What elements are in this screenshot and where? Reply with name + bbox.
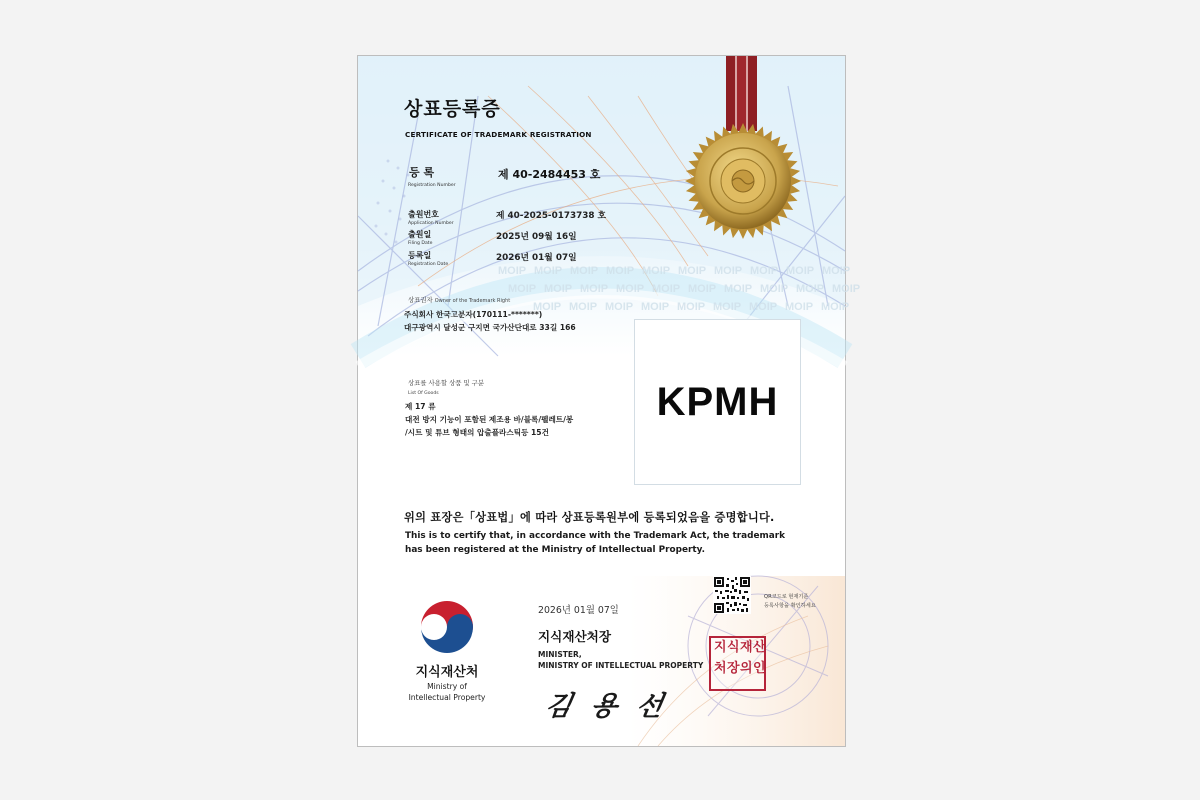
watermark-text: MOIP <box>642 265 671 277</box>
agency-name-en-2: Intellectual Property <box>408 693 486 702</box>
issue-date: 2026년 01월 07일 <box>538 605 619 616</box>
owner-label-en: Owner of the Trademark Right <box>434 298 511 304</box>
registration-date-sublabel: Registration Date <box>408 262 449 267</box>
watermark-text: MOIP <box>750 265 779 277</box>
application-number: 제 40-2025-0173738 호 <box>496 211 606 221</box>
certificate <box>357 55 861 747</box>
watermark-text: MOIP <box>822 265 851 277</box>
watermark-text: MOIP <box>724 283 753 295</box>
registration-date-label: 등록일 <box>408 251 432 260</box>
certificate-title-en: CERTIFICATE OF TRADEMARK REGISTRATION <box>405 130 592 139</box>
watermark-text: MOIP <box>749 301 778 313</box>
watermark-text: MOIP <box>533 301 562 313</box>
stamp-char: 처 <box>714 661 727 676</box>
watermark-text: MOIP <box>652 283 681 295</box>
watermark-text: MOIP <box>641 301 670 313</box>
stamp-char: 의 <box>740 661 753 676</box>
watermark-text: MOIP <box>688 283 717 295</box>
watermark-text: MOIP <box>534 265 563 277</box>
signature: 김 용 선 <box>542 691 671 722</box>
goods-class: 제 17 류 <box>405 402 436 411</box>
goods-sublabel: List Of Goods <box>408 391 439 396</box>
stamp-char: 장 <box>727 661 740 676</box>
certificate-title: 상표등록증 <box>404 98 501 120</box>
application-sublabel: Application Number <box>408 221 454 226</box>
watermark-text: MOIP <box>606 265 635 277</box>
goods-label: 상표를 사용할 상품 및 구분 <box>408 379 485 387</box>
watermark-text: MOIP <box>605 301 634 313</box>
filing-date-label: 출원일 <box>408 230 432 239</box>
trademark-box <box>634 319 801 485</box>
qr-note-1: QR코드로 현재기준 <box>764 594 809 600</box>
watermark-text: MOIP <box>569 301 598 313</box>
stamp-char: 지 <box>714 640 727 655</box>
watermark-text: MOIP <box>570 265 599 277</box>
owner-address: 대구광역시 달성군 구지면 국가산단대로 33길 166 <box>404 323 576 332</box>
goods-line-1: 대전 방지 기능이 포함된 제조용 바/블록/펠레트/봉 <box>405 415 574 424</box>
watermark-text: MOIP <box>713 301 742 313</box>
watermark-text: MOIP <box>616 283 645 295</box>
registration-number: 제 40-2484453 호 <box>498 168 601 181</box>
application-label: 출원번호 <box>408 210 439 219</box>
watermark-text: MOIP <box>678 265 707 277</box>
filing-date-sublabel: Filing Date <box>408 241 433 246</box>
watermark-text: MOIP <box>677 301 706 313</box>
trademark-text: KPMH <box>656 379 779 424</box>
official-stamp <box>709 636 766 691</box>
filing-date: 2025년 09월 16일 <box>496 232 577 242</box>
stamp-char: 재 <box>740 640 753 655</box>
watermark-text: MOIP <box>498 265 527 277</box>
goods-line-2: /시트 및 튜브 형태의 압출플라스틱등 15건 <box>405 428 549 437</box>
watermark-text: MOIP <box>785 301 814 313</box>
watermark-text: MOIP <box>786 265 815 277</box>
owner-name: 주식회사 한국고분자(170111-*******) <box>404 310 543 319</box>
agency-name-ko: 지식재산처 <box>415 665 479 680</box>
authority-title-en-2: MINISTRY OF INTELLECTUAL PROPERTY <box>538 661 704 670</box>
certification-statement-en-2: has been registered at the Ministry of Intellectual Property. <box>405 545 705 555</box>
watermark-text: MOIP <box>760 283 789 295</box>
registration-sublabel: Registration Number <box>408 183 456 188</box>
authority-title-en-1: MINISTER, <box>538 650 582 659</box>
registration-date: 2026년 01월 07일 <box>496 253 577 263</box>
agency-name-en-1: Ministry of <box>427 682 467 691</box>
authority-title-ko: 지식재산처장 <box>538 629 611 644</box>
registration-label: 등 록 <box>409 166 435 179</box>
watermark-text: MOIP <box>796 283 825 295</box>
qr-note-2: 등록사항을 확인하세요 <box>764 603 816 609</box>
owner-label-ko: 상표권자 <box>408 296 433 304</box>
certification-statement-ko: 위의 표장은「상표법」에 따라 상표등록원부에 등록되었음을 증명합니다. <box>404 511 775 524</box>
watermark-text: MOIP <box>714 265 743 277</box>
owner-label <box>408 295 510 304</box>
qr-code-icon <box>713 576 751 614</box>
watermark-text: MOIP <box>832 283 861 295</box>
watermark-text: MOIP <box>821 301 850 313</box>
watermark-text: MOIP <box>508 283 537 295</box>
stamp-char: 식 <box>727 640 740 655</box>
stamp-char: 인 <box>753 661 766 676</box>
watermark-text: MOIP <box>580 283 609 295</box>
certification-statement-en-1: This is to certify that, in accordance with the Trademark Act, the trademark <box>405 531 786 541</box>
watermark-text: MOIP <box>544 283 573 295</box>
agency-logo-icon <box>418 598 476 656</box>
stamp-char: 산 <box>753 640 766 655</box>
